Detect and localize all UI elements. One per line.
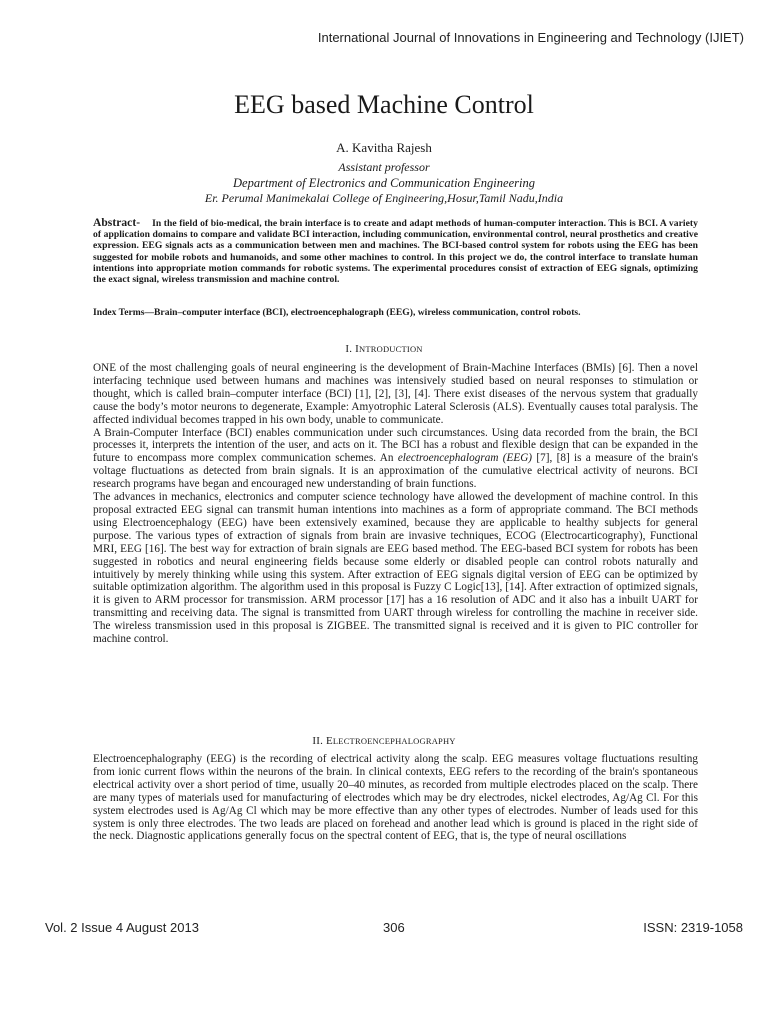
introduction-body — [93, 362, 698, 646]
section-title-initial: E — [325, 735, 333, 747]
paragraph: Electroencephalography (EEG) is the recording of electrical activity along the scalp. EEG measures voltage fluctuations resulting from ionic current flows within the neurons of the brain. In clinical contexts, EEG refers to the recording of the brain's spontaneous electrical activity over a short period of time, usually 20–40 minutes, as recorded from multiple electrodes placed on the scalp. There are many types of materials used for manufacturing of electrodes which may be dry electrodes, nickel electrodes, Ag/Ag Cl. For this system electrodes used is Ag/Ag Cl which may be more effective than any other types of electrodes. Number of leads used for this system is only three electrodes. The two leads are placed on forehead and another lead which is ground is placed in the right side of the neck. Diagnostic applications generally focus on the spectral content of EEG, that is, the type of neural oscillations — [93, 753, 698, 843]
abstract — [93, 218, 698, 285]
section-title-initial: I — [355, 343, 360, 355]
abstract-label: Abstract- — [93, 217, 141, 229]
section-number: II. — [312, 735, 324, 747]
author-institution: Er. Perumal Manimekalai College of Engineering,Hosur,Tamil Nadu,India — [204, 191, 564, 205]
paragraph-italic-term: electroencephalogram (EEG) — [397, 452, 533, 465]
running-head: International Journal of Innovations in Engineering and Technology (IJIET) — [317, 30, 744, 45]
paragraph-text: A Brain-Computer Interface (BCI) enables communication under such circumstances. Using data recorded from the brain, the BCI processes it, interprets the intention of the user, and acts on it. The BCI has a robust and flexible design that can be expanded in the future to encompass more complex communication schemes. An — [93, 426, 698, 465]
footer-page-number: 306 — [383, 920, 405, 935]
abstract-text: In the field of bio-medical, the brain interface is to create and adapt methods of human-computer interaction. This is BCI. A variety of application domains to compare and validate BCI interaction, including communication, environmental control, neural prosthetics and creative expression. EEG signals acts as a communication between men and machines. The BCI-based control system for robots using the EEG has been suggested for mobile robots and humanoids, and some other machines to control. In this project we do, the control interface to translate human intentions into appropriate motion commands for robotic systems. The experimental procedures consist of extraction of EEG signals, optimizing the exact signal, wireless transmission and machine control. — [93, 218, 698, 286]
paragraph-text: [7], [8] is a measure of the brain's voltage fluctuations as detected from brain signals. It is an approximation of the cumulative electrical activity of neurons. BCI research programs have began and encouraged new understanding of brain functions. — [93, 452, 698, 491]
paper-title: EEG based Machine Control — [234, 90, 534, 119]
index-terms: Index Terms—Brain–computer interface (BCI), electroencephalograph (EEG), wireless communication, control robots. — [93, 307, 581, 318]
section-heading-electroencephalography — [0, 735, 768, 747]
paragraph: The advances in mechanics, electronics and computer science technology have allowed the development of machine control. In this proposal extracted EEG signal can transmit human intentions into machines as a form of appropriate command. The BCI methods using Electroencephalogy (EEG) have been extensively examined, because they are applicable to healthy subjects for general purpose. The various types of extraction of signals from brain are invasive techniques, ECOG (Electrocarticography), Functional MRI, EEG [16]. The best way for extraction of brain signals are EEG based method. The EEG-based BCI system for robots has been suggested in robotics and neural engineering fields because some elderly or disabled people can control robots naturally and intuitively by merely thinking while using this system. After extraction of EEG signals digital version of EEG can be optimized by suitable optimization algorithm. The algorithm used in this proposal is Fuzzy C Logic[13], [14]. After extraction of optimized signals, it is given to ARM processor for transmission. ARM processor [17] has a 16 resolution of ADC and it also has a inbuilt UART for transmitting and receiving data. The signal is transmitted from UART through wireless for controlling the machine in receiver side. The wireless transmission used in this proposal is ZIGBEE. The transmitted signal is received and it is given to PIC controller for machine control. — [93, 491, 698, 646]
author-name: A. Kavitha Rajesh — [336, 140, 432, 155]
section-heading-introduction — [0, 343, 768, 355]
footer-volume: Vol. 2 Issue 4 August 2013 — [45, 920, 199, 935]
section-title-rest: NTRODUCTION — [359, 344, 423, 354]
paragraph — [93, 427, 698, 492]
section-title-rest: LECTROENCEPHALOGRAPHY — [332, 736, 456, 746]
paragraph: ONE of the most challenging goals of neural engineering is the development of Brain-Machine Interfaces (BMIs) [6]. Then a novel interfacing technique used between humans and machines was intensively studied based on neural responses to stimulation or thought, which is called brain–computer interface (BCI) [1], [2], [3], [4]. There exist diseases of the nervous system that gradually cause the body’s motor neurons to degenerate, Example: Amyotrophic Lateral Sclerosis (ALS). Eventually causes total paralysis. The affected individual becomes trapped in his own body, unable to communicate. — [93, 362, 698, 426]
author-position: Assistant professor — [338, 160, 430, 174]
footer-issn: ISSN: 2319-1058 — [643, 920, 743, 935]
author-department: Department of Electronics and Communication Engineering — [233, 176, 535, 190]
electroencephalography-body — [93, 753, 698, 843]
section-number: I. — [345, 343, 353, 355]
